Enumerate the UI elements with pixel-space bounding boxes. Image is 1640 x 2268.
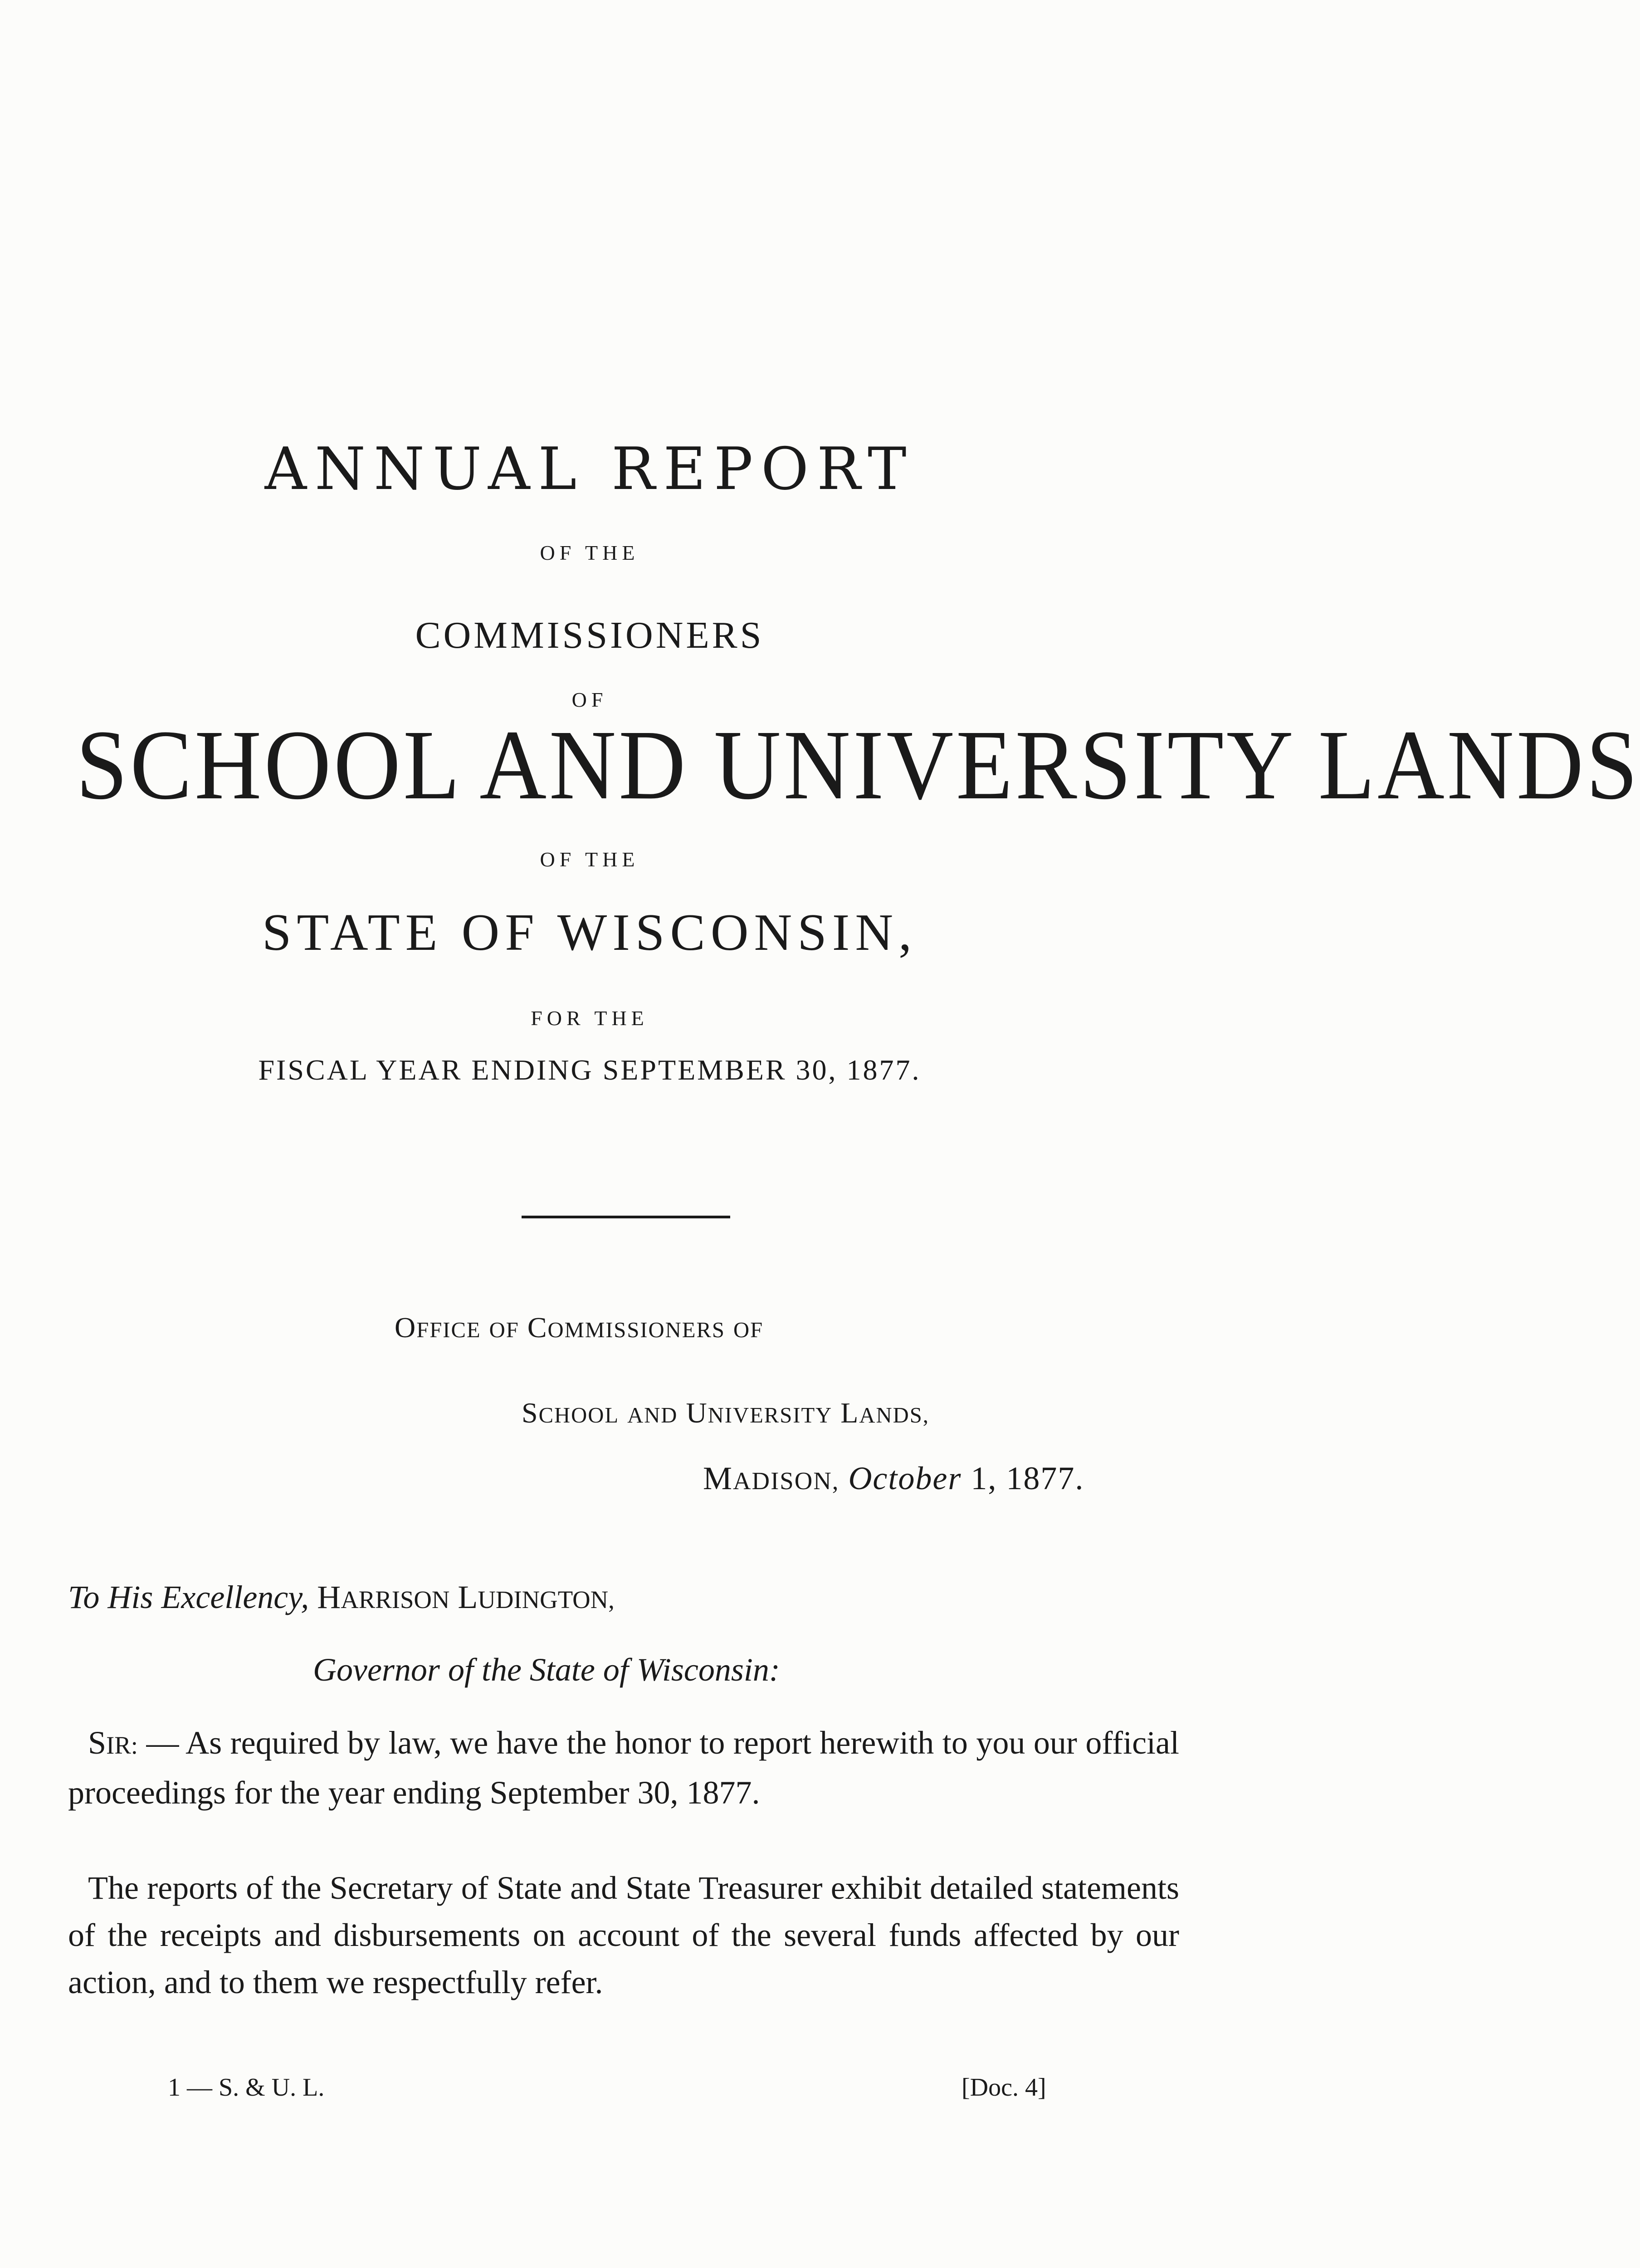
title-of-the-2: OF THE [540, 848, 639, 871]
title-of-the: OF THE [540, 541, 639, 564]
title-fiscal-year: FISCAL YEAR ENDING SEPTEMBER 30, 1877. [258, 1054, 921, 1086]
salutation-line-2: Governor of the State of Wisconsin: [313, 1652, 780, 1688]
title-of: OF [571, 688, 608, 711]
title-state: STATE OF WISCONSIN, [262, 904, 918, 962]
body-paragraph-1: SIR: — As required by law, we have the honor to report herewith to you our official proceedings for the year ending September 30, 1877. [68, 1725, 1179, 1811]
dateline-place-date: MADISON, October 1, 1877. [703, 1460, 1084, 1496]
title-commissioners: COMMISSIONERS [415, 614, 764, 656]
doc-number: [Doc. 4] [962, 2073, 1046, 2102]
body-paragraph-2: The reports of the Secretary of State and State Treasurer exhibit detailed statements of the receipts and disbursements on account of the several funds affected by our action, and to them we respectfully refer. [68, 1870, 1179, 2000]
title-for-the: FOR THE [531, 1007, 649, 1030]
title-school-and-university-lands: SCHOOL AND UNIVERSITY LANDS [76, 709, 1640, 820]
signature-mark: 1 — S. & U. L. [168, 2073, 325, 2102]
dateline-office-line-2: SCHOOL AND UNIVERSITY LANDS, [522, 1397, 929, 1429]
salutation-line-1: To His Excellency, HARRISON LUDINGTON, [68, 1579, 615, 1615]
section-divider [522, 1216, 730, 1218]
dateline-office-line-1: OFFICE OF COMMISSIONERS OF [395, 1311, 764, 1344]
report-title: ANNUAL REPORT [264, 435, 915, 503]
